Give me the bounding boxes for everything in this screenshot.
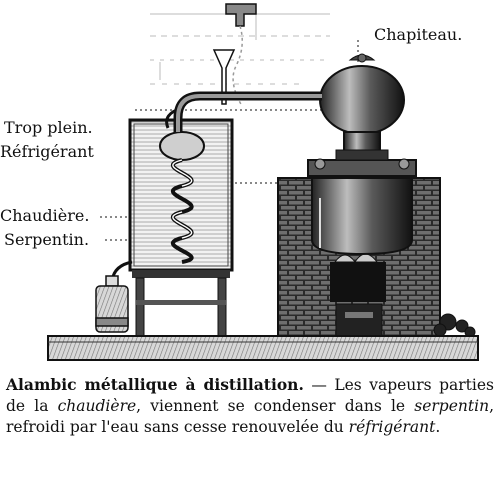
figure-caption <box>6 374 494 438</box>
caption-emphasis-chaudiere: chaudière <box>57 397 137 415</box>
still-head <box>320 54 404 160</box>
label-serpentin: Serpentin. <box>4 230 90 249</box>
boiler <box>308 159 416 254</box>
caption-dash: — <box>303 376 335 394</box>
caption-emphasis-serpentin: serpentin <box>414 397 490 415</box>
caption-title: Alambic métallique à distillation. <box>6 375 304 394</box>
label-trop-plein: Trop plein. <box>4 118 93 137</box>
base-plank <box>48 336 478 360</box>
caption-text-3: , refroidi par l'eau sans cesse renouvelée du <box>6 397 494 436</box>
caption-text-1: Les vapeurs parties de la <box>6 376 494 415</box>
receiving-bottle <box>96 276 128 332</box>
caption-text-4: . <box>435 418 441 436</box>
refrigerant-tank <box>112 108 232 338</box>
caption-emphasis-refrigerant: réfrigérant <box>348 418 436 436</box>
caption-text-2: , viennent se condenser dans le <box>136 397 415 415</box>
label-refrigerant: Réfrigérant <box>0 142 94 161</box>
label-chapiteau: Chapiteau. <box>374 25 463 44</box>
label-chaudiere: Chaudière. <box>0 206 90 225</box>
